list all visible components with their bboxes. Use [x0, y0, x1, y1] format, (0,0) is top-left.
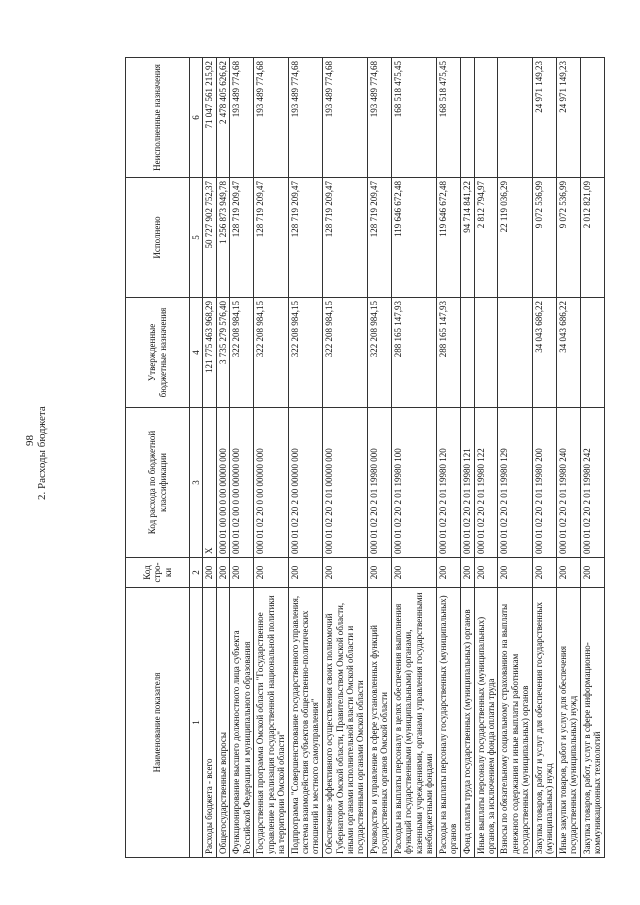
- row-budget-code: 000 01 02 20 2 01 19980 000: [368, 408, 392, 558]
- row-name: Расходы на выплаты персоналу в целях обеспечения выполнения функций государственными (муниципальными) органами, казенными учреждениями, органами управления государственными внебюджетными фондами: [392, 588, 437, 858]
- header-line-code: Код стро- ки: [126, 558, 190, 588]
- row-name: Закупка товаров, работ и услуг для обеспечения государственных (муниципальных) нужд: [532, 588, 556, 858]
- row-line-code: 200: [368, 558, 392, 588]
- row-approved: 322 208 984,15: [368, 298, 392, 408]
- row-budget-code: 000 01 02 20 2 00 00000 000: [288, 408, 322, 558]
- row-executed: 50 727 902 752,37: [203, 178, 217, 298]
- table-row: [437, 58, 461, 858]
- table-row: [461, 58, 475, 858]
- row-executed: 22 119 036,29: [498, 178, 532, 298]
- row-executed: 128 719 209,47: [323, 178, 368, 298]
- row-unexecuted: [461, 58, 475, 178]
- header-number: 2: [190, 558, 203, 588]
- row-name: Расходы на выплаты персоналу государственных (муниципальных) органов: [437, 588, 461, 858]
- row-name: Фонд оплаты труда государственных (муниципальных) органов: [461, 588, 475, 858]
- row-name: Иные закупки товаров, работ и услуг для обеспечения государственных (муниципальных) нужд: [556, 588, 580, 858]
- row-name: Руководство и управление в сфере установленных функций государственных органов Омской области: [368, 588, 392, 858]
- header-row: [126, 58, 190, 858]
- table-row: [288, 58, 322, 858]
- row-unexecuted: 168 518 475,45: [437, 58, 461, 178]
- row-unexecuted: 24 971 149,23: [532, 58, 556, 178]
- table-row: [556, 58, 580, 858]
- row-budget-code: 000 01 02 20 2 01 00000 000: [323, 408, 368, 558]
- row-approved: [580, 298, 604, 408]
- row-line-code: 200: [323, 558, 368, 588]
- row-executed: 2 012 821,09: [580, 178, 604, 298]
- row-budget-code: 000 01 02 20 2 01 19980 122: [474, 408, 498, 558]
- table-row: [474, 58, 498, 858]
- row-line-code: 200: [580, 558, 604, 588]
- header-number: 3: [190, 408, 203, 558]
- row-budget-code: X: [203, 408, 217, 558]
- header-number: 6: [190, 58, 203, 178]
- row-approved: 3 735 279 576,40: [216, 298, 230, 408]
- header-number: 5: [190, 178, 203, 298]
- row-budget-code: 000 01 02 00 0 00 00000 000: [230, 408, 254, 558]
- row-executed: 1 256 873 949,78: [216, 178, 230, 298]
- row-unexecuted: [474, 58, 498, 178]
- row-approved: 322 208 984,15: [230, 298, 254, 408]
- table-row: [216, 58, 230, 858]
- row-unexecuted: 193 489 774,68: [368, 58, 392, 178]
- row-executed: 2 812 794,97: [474, 178, 498, 298]
- row-unexecuted: 193 489 774,68: [254, 58, 288, 178]
- row-name: Иные выплаты персоналу государственных (муниципальных) органов, за исключением фонда оплаты труда: [474, 588, 498, 858]
- budget-expenses-table-container: [125, 58, 605, 858]
- row-line-code: 200: [216, 558, 230, 588]
- page-number: 98: [24, 435, 36, 446]
- row-line-code: 200: [461, 558, 475, 588]
- row-executed: 128 719 209,47: [288, 178, 322, 298]
- row-line-code: 200: [474, 558, 498, 588]
- row-line-code: 200: [437, 558, 461, 588]
- section-caption: 2. Расходы бюджета: [36, 406, 48, 500]
- table-row: [498, 58, 532, 858]
- row-approved: 322 208 984,15: [254, 298, 288, 408]
- row-executed: 9 072 536,99: [556, 178, 580, 298]
- row-unexecuted: 24 971 149,23: [556, 58, 580, 178]
- row-unexecuted: 193 489 774,68: [288, 58, 322, 178]
- header-approved: Утвержденные бюджетные назначения: [126, 298, 190, 408]
- table-row: [392, 58, 437, 858]
- row-line-code: 200: [203, 558, 217, 588]
- row-name: Взносы по обязательному социальному страхованию на выплаты денежного содержания и иные выплаты работникам государственных (муниципальных) органов: [498, 588, 532, 858]
- row-budget-code: 000 01 02 20 2 01 19980 200: [532, 408, 556, 558]
- table-row: [203, 58, 217, 858]
- row-approved: 34 043 686,22: [532, 298, 556, 408]
- budget-expenses-table: [125, 57, 605, 858]
- table-row: [580, 58, 604, 858]
- row-approved: [498, 298, 532, 408]
- row-line-code: 200: [392, 558, 437, 588]
- table-row: [230, 58, 254, 858]
- header-budget-code: Код расхода по бюджетной классификации: [126, 408, 190, 558]
- row-name: Государственная программа Омской области "Государственное управление и реализация государственной национальной политики на территории Омской области": [254, 588, 288, 858]
- row-executed: 119 646 672,48: [437, 178, 461, 298]
- row-line-code: 200: [498, 558, 532, 588]
- row-approved: [474, 298, 498, 408]
- row-executed: 119 646 672,48: [392, 178, 437, 298]
- row-name: Общегосударственные вопросы: [216, 588, 230, 858]
- row-line-code: 200: [556, 558, 580, 588]
- row-approved: 288 165 147,93: [392, 298, 437, 408]
- row-unexecuted: [580, 58, 604, 178]
- row-line-code: 200: [288, 558, 322, 588]
- row-budget-code: 000 01 02 20 2 01 19980 129: [498, 408, 532, 558]
- row-name: Обеспечение эффективного осуществления своих полномочий Губернатором Омской области, Правительством Омской области, иными органами исполнительной власти Омской области и государственными органами Омской области: [323, 588, 368, 858]
- row-executed: 128 719 209,47: [368, 178, 392, 298]
- row-executed: 94 714 841,22: [461, 178, 475, 298]
- row-approved: 322 208 984,15: [288, 298, 322, 408]
- table-row: [254, 58, 288, 858]
- row-approved: 288 165 147,93: [437, 298, 461, 408]
- row-unexecuted: 71 047 561 215,92: [203, 58, 217, 178]
- row-name: Закупка товаров, работ, услуг в сфере информационно-коммуникационных технологий: [580, 588, 604, 858]
- row-approved: 121 775 463 968,29: [203, 298, 217, 408]
- row-budget-code: 000 01 02 20 0 00 00000 000: [254, 408, 288, 558]
- row-budget-code: 000 01 02 20 2 01 19980 120: [437, 408, 461, 558]
- row-executed: 9 072 536,99: [532, 178, 556, 298]
- table-row: [532, 58, 556, 858]
- row-unexecuted: [498, 58, 532, 178]
- row-budget-code: 000 01 02 20 2 01 19980 240: [556, 408, 580, 558]
- row-executed: 128 719 209,47: [230, 178, 254, 298]
- row-name: Подпрограмма "Совершенствование государственного управления, система взаимодействия субъектов общественно-политических отношений и местного самоуправления": [288, 588, 322, 858]
- row-executed: 128 719 209,47: [254, 178, 288, 298]
- row-approved: 322 208 984,15: [323, 298, 368, 408]
- header-name: Наименование показателя: [126, 588, 190, 858]
- header-number: 4: [190, 298, 203, 408]
- row-budget-code: 000 01 02 20 2 01 19980 242: [580, 408, 604, 558]
- header-executed: Исполнено: [126, 178, 190, 298]
- row-name: Расходы бюджета - всего: [203, 588, 217, 858]
- row-budget-code: 000 01 02 20 2 01 19980 121: [461, 408, 475, 558]
- row-line-code: 200: [230, 558, 254, 588]
- row-unexecuted: 193 489 774,68: [230, 58, 254, 178]
- row-name: Функционирование высшего должностного лица субъекта Российской Федерации и муниципального образования: [230, 588, 254, 858]
- row-unexecuted: 193 489 774,68: [323, 58, 368, 178]
- header-number: 1: [190, 588, 203, 858]
- row-line-code: 200: [254, 558, 288, 588]
- row-approved: [461, 298, 475, 408]
- row-budget-code: 000 01 02 20 2 01 19980 100: [392, 408, 437, 558]
- row-unexecuted: 168 518 475,45: [392, 58, 437, 178]
- row-line-code: 200: [532, 558, 556, 588]
- row-unexecuted: 2 478 405 626,62: [216, 58, 230, 178]
- table-row: [323, 58, 368, 858]
- row-budget-code: 000 01 00 00 0 00 00000 000: [216, 408, 230, 558]
- header-number-row: [190, 58, 203, 858]
- header-unexecuted: Неисполненные назначения: [126, 58, 190, 178]
- table-row: [368, 58, 392, 858]
- row-approved: 34 043 686,22: [556, 298, 580, 408]
